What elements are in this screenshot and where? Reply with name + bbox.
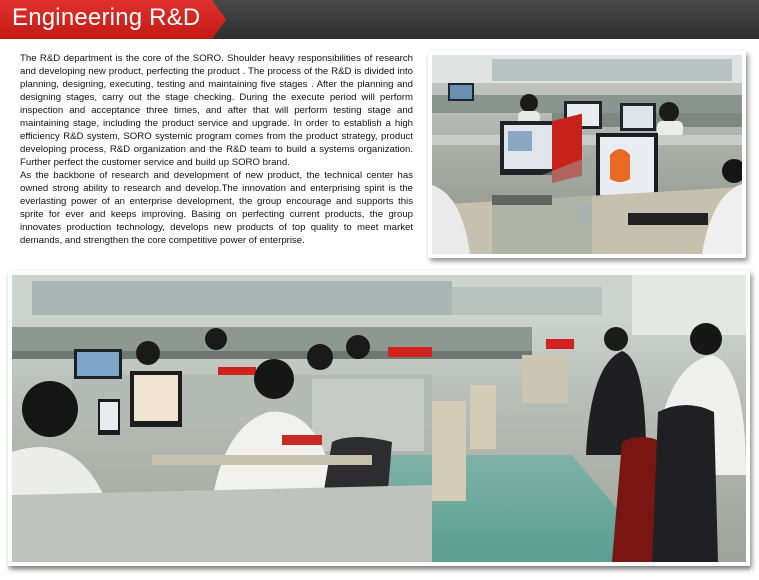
paragraph-1: The R&D department is the core of the SORO. Shoulder heavy responsibilities of research and developing new product, perfecting the product . The process of the R&D is divided into planning, designing, executing, testing and maintaining five stages . After the planning and designing stages, carry out the stage checking. During the execute period will perform inspection and acceptance three times, and after that will perform testing stage and maintaining stage, including the product service and upgrade. In order to establish a high efficiency R&D system, SORO systemic program comes from the product strategy, product developing process, R&D organization and the R&D team to build a systems organization. Further perfect the customer service and build up SORO brand. (20, 53, 413, 168)
office-closeup-photo (428, 51, 746, 258)
office-wide-photo (8, 271, 750, 566)
paragraph-2: As the backbone of research and development of new product, the technical center has owned strong ability to research and develop.The innovation and enterprising spirit is the everlasting power of an enterprise development, the group encourage and supports this sprite for ever and keeps improving. Basing on perfecting current products, the group innovates production technology, develops new products of top quality to meet market demands, and strengthen the core competitive power of enterprise. (20, 170, 413, 246)
office-closeup-image (432, 55, 742, 254)
page-title: Engineering R&D (12, 4, 201, 31)
office-wide-image (12, 275, 746, 562)
photo-shadow (8, 566, 750, 572)
body-text (20, 52, 413, 247)
page-header (0, 0, 759, 39)
